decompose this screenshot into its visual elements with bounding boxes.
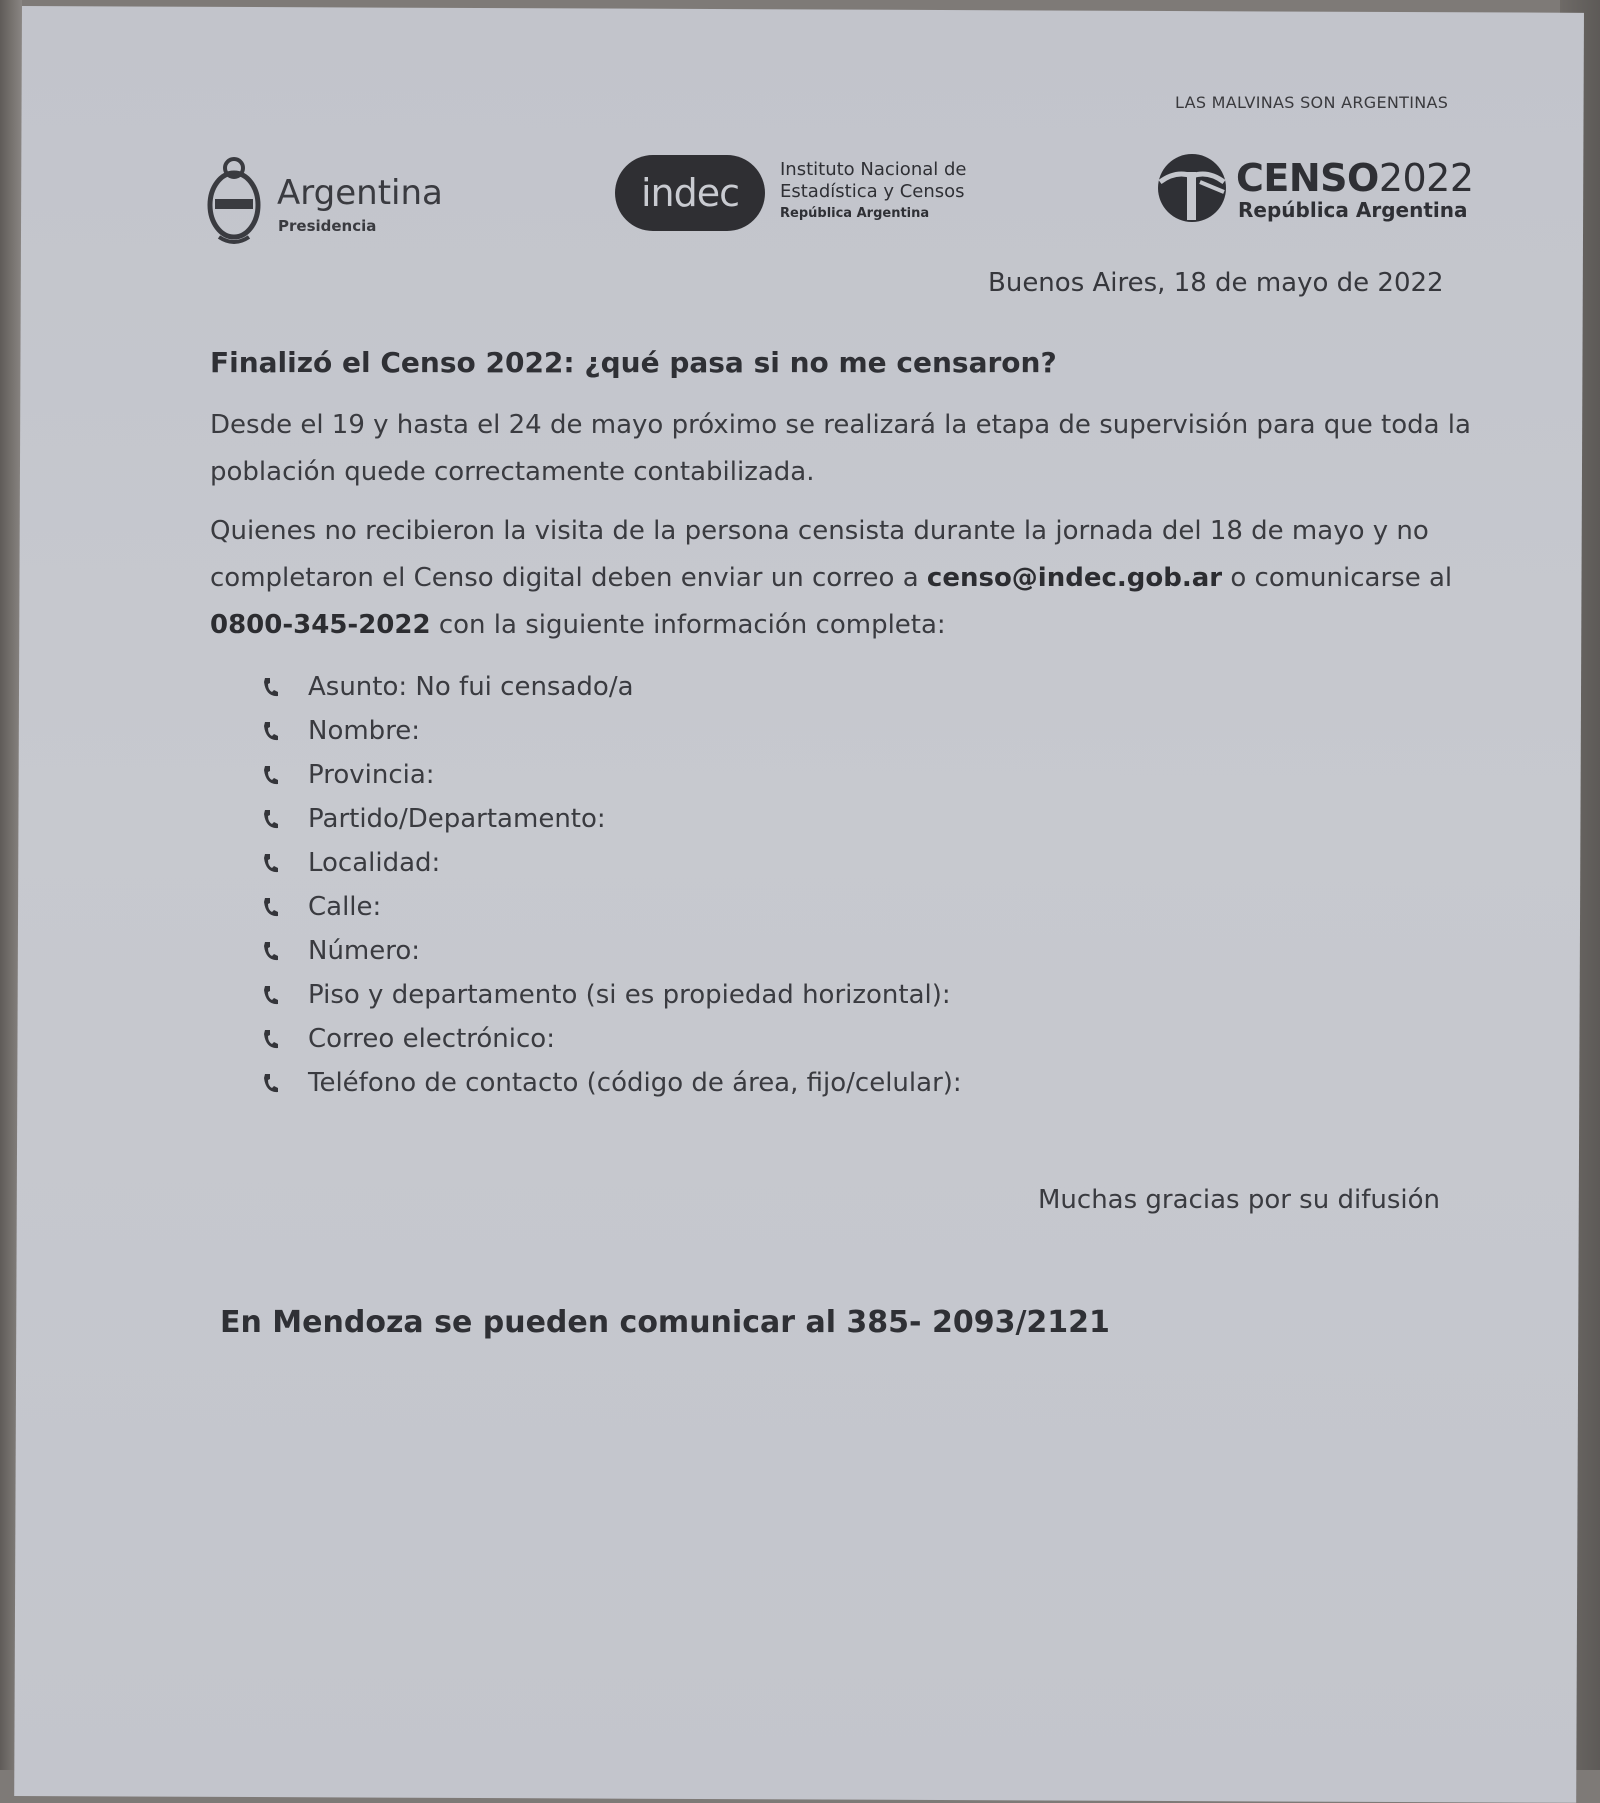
closing-thanks: Muchas gracias por su difusión bbox=[1038, 1185, 1440, 1215]
list-item-label: Calle: bbox=[308, 892, 382, 922]
censo-2022-logo bbox=[1156, 150, 1476, 230]
list-item bbox=[262, 929, 962, 973]
phone-icon bbox=[262, 984, 308, 1006]
slogan: LAS MALVINAS SON ARGENTINAS bbox=[1175, 93, 1449, 112]
phone-icon bbox=[262, 676, 308, 698]
indec-logo-line2: Estadística y Censos bbox=[780, 181, 965, 202]
phone-icon bbox=[262, 940, 308, 962]
contact-email: censo@indec.gob.ar bbox=[926, 563, 1223, 593]
paragraph-instructions-part2: o comunicarse al bbox=[1222, 563, 1453, 593]
list-item bbox=[262, 1061, 962, 1105]
list-item-label: Provincia: bbox=[308, 760, 435, 790]
list-item-label: Localidad: bbox=[308, 848, 441, 878]
list-item-label: Teléfono de contacto (código de área, fijo/celular): bbox=[308, 1068, 962, 1098]
argentina-presidencia-logo bbox=[205, 155, 445, 250]
mendoza-contact-note: En Mendoza se pueden comunicar al 385- 2093/2121 bbox=[220, 1305, 1110, 1340]
paragraph-instructions-part3: con la siguiente información completa: bbox=[430, 610, 946, 640]
indec-logo bbox=[615, 155, 995, 235]
contact-phone: 0800-345-2022 bbox=[210, 610, 431, 640]
list-item bbox=[262, 709, 962, 753]
list-item-label: Partido/Departamento: bbox=[308, 804, 606, 834]
censo-logo-title-bold: CENSO bbox=[1236, 156, 1379, 200]
list-item bbox=[262, 753, 962, 797]
paragraph-instructions bbox=[210, 508, 1490, 649]
indec-logo-line3: República Argentina bbox=[780, 206, 930, 221]
list-item bbox=[262, 973, 962, 1017]
list-item bbox=[262, 1017, 962, 1061]
coat-of-arms-icon bbox=[205, 155, 263, 245]
censo-logo-title bbox=[1236, 156, 1474, 200]
phone-icon bbox=[262, 1072, 308, 1094]
argentina-logo-name: Argentina bbox=[277, 173, 443, 213]
list-item-label: Correo electrónico: bbox=[308, 1024, 555, 1054]
list-item-label: Número: bbox=[308, 936, 421, 966]
list-item-label: Piso y departamento (si es propiedad horizontal): bbox=[308, 980, 951, 1010]
phone-icon bbox=[262, 764, 308, 786]
paragraph-supervision: Desde el 19 y hasta el 24 de mayo próximo se realizará la etapa de supervisión para que toda la población quede correctamente contabilizada. bbox=[210, 410, 1471, 487]
indec-logo-text bbox=[780, 159, 966, 225]
phone-icon bbox=[262, 720, 308, 742]
list-item-label: Nombre: bbox=[308, 716, 421, 746]
censo-logo-title-year: 2022 bbox=[1378, 156, 1474, 200]
phone-icon bbox=[262, 1028, 308, 1050]
censo-mark-icon bbox=[1156, 152, 1228, 224]
phone-icon bbox=[262, 896, 308, 918]
required-fields-list bbox=[262, 665, 962, 1105]
censo-logo-subtitle: República Argentina bbox=[1238, 198, 1468, 222]
list-item bbox=[262, 841, 962, 885]
paragraph-instructions-part1: Quienes no recibieron la visita de la persona censista durante la jornada del 18 de mayo y no completaron el Censo digital deben enviar un correo a bbox=[210, 516, 1429, 593]
indec-logo-mark: indec bbox=[615, 155, 765, 231]
list-item-label: Asunto: No fui censado/a bbox=[308, 672, 634, 702]
phone-icon bbox=[262, 808, 308, 830]
list-item bbox=[262, 665, 962, 709]
indec-logo-line1: Instituto Nacional de bbox=[780, 159, 967, 180]
phone-icon bbox=[262, 852, 308, 874]
argentina-logo-subtitle: Presidencia bbox=[278, 217, 377, 235]
list-item bbox=[262, 885, 962, 929]
document-title: Finalizó el Censo 2022: ¿qué pasa si no me censaron? bbox=[210, 346, 1057, 379]
document-date: Buenos Aires, 18 de mayo de 2022 bbox=[988, 268, 1444, 298]
list-item bbox=[262, 797, 962, 841]
